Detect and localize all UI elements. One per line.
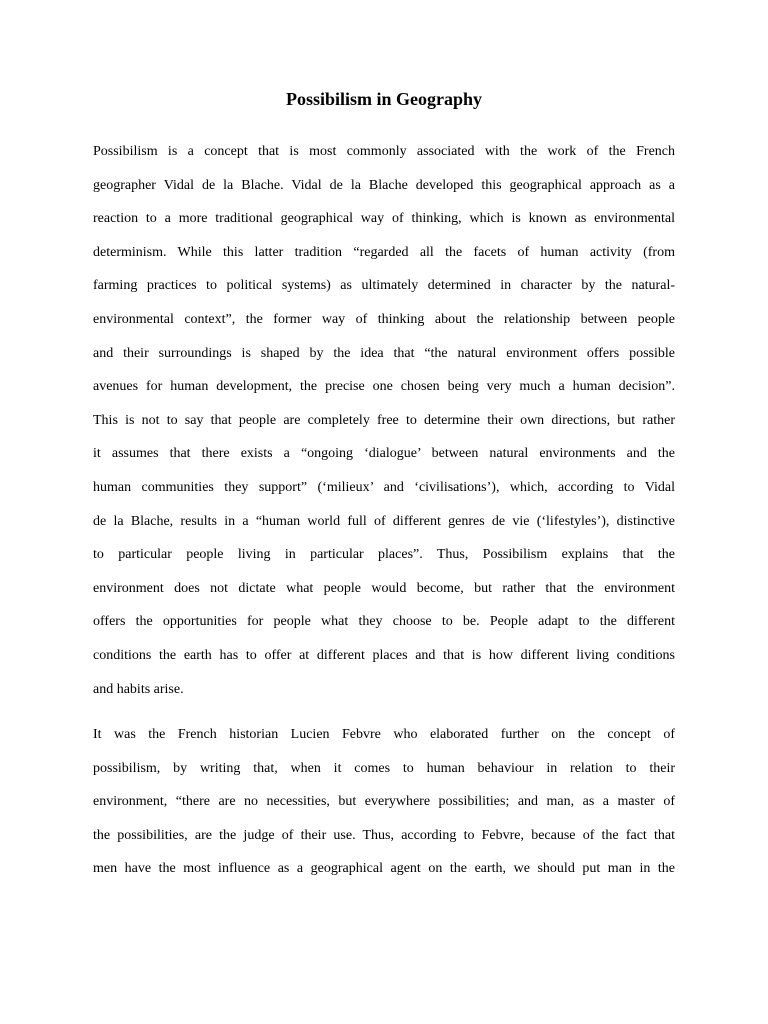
paragraph-line: and their surroundings is shaped by the idea that “the natural environment offers possible [93,345,675,361]
paragraph-line: men have the most influence as a geographical agent on the earth, we should put man in the [93,861,675,877]
paragraph-line: environment, “there are no necessities, but everywhere possibilities; and man, as a master of [93,794,675,810]
paragraph-line: human communities they support” (‘milieux’ and ‘civilisations’), which, according to Vidal [93,479,675,495]
paragraph-line: environmental context”, the former way of thinking about the relationship between people [93,311,675,327]
paragraph-line: offers the opportunities for people what they choose to be. People adapt to the different [93,614,675,630]
paragraph-line: geographer Vidal de la Blache. Vidal de la Blache developed this geographical approach as a [93,177,675,193]
paragraph-line: to particular people living in particular places”. Thus, Possibilism explains that the [93,547,675,563]
paragraph-line: farming practices to political systems) as ultimately determined in character by the natural- [93,278,675,294]
paragraph-line: de la Blache, results in a “human world full of different genres de vie (‘lifestyles’), distinctive [93,513,675,529]
paragraph-line: reaction to a more traditional geographical way of thinking, which is known as environmental [93,211,675,227]
paragraph-line: environment does not dictate what people would become, but rather that the environment [93,580,675,596]
paragraph-line: possibilism, by writing that, when it comes to human behaviour in relation to their [93,760,675,776]
paragraph-line: the possibilities, are the judge of their use. Thus, according to Febvre, because of the fact that [93,827,675,843]
paragraph-2 [93,718,675,886]
paragraph-line: This is not to say that people are completely free to determine their own directions, but rather [93,412,675,428]
paragraph-line: avenues for human development, the precise one chosen being very much a human decision”. [93,379,675,395]
paragraph-line: It was the French historian Lucien Febvre who elaborated further on the concept of [93,727,675,742]
page-title: Possibilism in Geography [285,89,483,109]
paragraph-line: conditions the earth has to offer at different places and that is how different living conditions [93,647,675,663]
paragraph-line: and habits arise. [93,681,184,697]
paragraph-line: Possibilism is a concept that is most commonly associated with the work of the French [93,144,675,159]
paragraph-1 [93,135,675,706]
paragraph-line: determinism. While this latter tradition “regarded all the facets of human activity (from [93,244,675,260]
paragraph-line: it assumes that there exists a “ongoing ‘dialogue’ between natural environments and the [93,446,675,462]
